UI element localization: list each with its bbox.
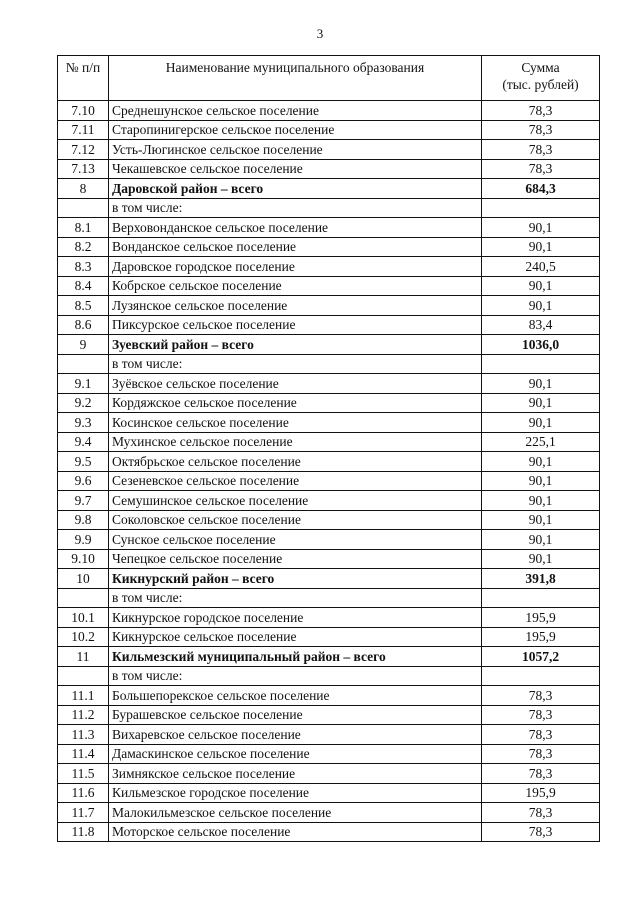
- municipality-name: Кильмезский муниципальный район – всего: [109, 647, 482, 667]
- municipality-name: Сунское сельское поселение: [109, 530, 482, 550]
- row-number: 11.6: [58, 783, 109, 803]
- table-row: [58, 686, 600, 706]
- municipality-name: Кикнурское сельское поселение: [109, 627, 482, 647]
- municipality-name: Бурашевское сельское поселение: [109, 705, 482, 725]
- row-number: 10: [58, 569, 109, 589]
- amount-value: 78,3: [482, 101, 600, 121]
- table-row: [58, 101, 600, 121]
- district-total-row: [58, 335, 600, 355]
- row-number: 11.3: [58, 725, 109, 745]
- row-number: 9.4: [58, 432, 109, 452]
- amount-value: 90,1: [482, 510, 600, 530]
- amount-value: 90,1: [482, 237, 600, 257]
- column-header-number: № п/п: [58, 56, 109, 101]
- table-row: [58, 276, 600, 296]
- row-number: 7.11: [58, 120, 109, 140]
- table-row: [58, 257, 600, 277]
- amount-value: 195,9: [482, 627, 600, 647]
- row-number: 9.5: [58, 452, 109, 472]
- amount-value: 90,1: [482, 471, 600, 491]
- row-number: [58, 354, 109, 374]
- table-row: [58, 198, 600, 218]
- table-row: [58, 413, 600, 433]
- municipality-name: Мухинское сельское поселение: [109, 432, 482, 452]
- row-number: 11.2: [58, 705, 109, 725]
- table-row: [58, 218, 600, 238]
- table-row: [58, 237, 600, 257]
- row-number: 11.7: [58, 803, 109, 823]
- table-row: [58, 549, 600, 569]
- column-header-sum-units: (тыс. рублей): [502, 77, 579, 92]
- row-number: 9.1: [58, 374, 109, 394]
- amount-value: 1036,0: [482, 335, 600, 355]
- amount-value: 90,1: [482, 413, 600, 433]
- row-number: 8: [58, 179, 109, 199]
- column-header-sum-title: Сумма: [521, 60, 560, 75]
- amount-value: 90,1: [482, 393, 600, 413]
- table-row: [58, 530, 600, 550]
- table-body: [58, 101, 600, 842]
- table-row: [58, 140, 600, 160]
- table-row: [58, 354, 600, 374]
- table-row: [58, 666, 600, 686]
- row-number: 11.8: [58, 822, 109, 842]
- amount-value: 78,3: [482, 120, 600, 140]
- amount-value: 391,8: [482, 569, 600, 589]
- municipality-name: в том числе:: [109, 588, 482, 608]
- budget-table: [57, 55, 600, 842]
- amount-value: 90,1: [482, 530, 600, 550]
- amount-value: 78,3: [482, 744, 600, 764]
- table-row: [58, 725, 600, 745]
- amount-value: [482, 354, 600, 374]
- row-number: [58, 666, 109, 686]
- municipality-name: Вонданское сельское поселение: [109, 237, 482, 257]
- row-number: 9.7: [58, 491, 109, 511]
- amount-value: 78,3: [482, 803, 600, 823]
- municipality-name: Малокильмезское сельское поселение: [109, 803, 482, 823]
- table-row: [58, 374, 600, 394]
- row-number: 11: [58, 647, 109, 667]
- amount-value: 684,3: [482, 179, 600, 199]
- row-number: 9.10: [58, 549, 109, 569]
- municipality-name: Кикнурский район – всего: [109, 569, 482, 589]
- amount-value: 90,1: [482, 276, 600, 296]
- municipality-name: Пиксурское сельское поселение: [109, 315, 482, 335]
- municipality-name: Кильмезское городское поселение: [109, 783, 482, 803]
- municipality-name: Чекашевское сельское поселение: [109, 159, 482, 179]
- amount-value: 90,1: [482, 218, 600, 238]
- district-total-row: [58, 647, 600, 667]
- municipality-name: Семушинское сельское поселение: [109, 491, 482, 511]
- row-number: 8.3: [58, 257, 109, 277]
- page-number: 3: [316, 26, 324, 41]
- table-row: [58, 608, 600, 628]
- table-row: [58, 764, 600, 784]
- table-row: [58, 315, 600, 335]
- row-number: 7.12: [58, 140, 109, 160]
- municipality-name: Дамаскинское сельское поселение: [109, 744, 482, 764]
- amount-value: 1057,2: [482, 647, 600, 667]
- municipality-name: Октябрьское сельское поселение: [109, 452, 482, 472]
- row-number: 11.4: [58, 744, 109, 764]
- table-row: [58, 783, 600, 803]
- table-row: [58, 510, 600, 530]
- amount-value: 90,1: [482, 452, 600, 472]
- amount-value: 78,3: [482, 822, 600, 842]
- row-number: 9.6: [58, 471, 109, 491]
- amount-value: 195,9: [482, 783, 600, 803]
- row-number: 9: [58, 335, 109, 355]
- table-row: [58, 393, 600, 413]
- municipality-name: Большепорекское сельское поселение: [109, 686, 482, 706]
- table-row: [58, 452, 600, 472]
- municipality-name: в том числе:: [109, 354, 482, 374]
- row-number: 9.2: [58, 393, 109, 413]
- table-row: [58, 471, 600, 491]
- amount-value: 78,3: [482, 705, 600, 725]
- municipality-name: в том числе:: [109, 198, 482, 218]
- municipality-name: Кикнурское городское поселение: [109, 608, 482, 628]
- amount-value: 90,1: [482, 296, 600, 316]
- amount-value: 83,4: [482, 315, 600, 335]
- table-header: [58, 56, 600, 101]
- district-total-row: [58, 179, 600, 199]
- row-number: 9.9: [58, 530, 109, 550]
- municipality-name: Кордяжское сельское поселение: [109, 393, 482, 413]
- row-number: 8.1: [58, 218, 109, 238]
- row-number: 10.2: [58, 627, 109, 647]
- municipality-name: Верховонданское сельское поселение: [109, 218, 482, 238]
- row-number: 10.1: [58, 608, 109, 628]
- row-number: [58, 198, 109, 218]
- column-header-sum: [482, 56, 600, 101]
- municipality-name: Соколовское сельское поселение: [109, 510, 482, 530]
- amount-value: 78,3: [482, 725, 600, 745]
- amount-value: 90,1: [482, 491, 600, 511]
- table-row: [58, 296, 600, 316]
- table-row: [58, 705, 600, 725]
- row-number: [58, 588, 109, 608]
- municipality-name: Старопинигерское сельское поселение: [109, 120, 482, 140]
- municipality-name: Зуёвское сельское поселение: [109, 374, 482, 394]
- municipality-name: Зимнякское сельское поселение: [109, 764, 482, 784]
- table-row: [58, 822, 600, 842]
- amount-value: 78,3: [482, 764, 600, 784]
- table-row: [58, 432, 600, 452]
- row-number: 7.13: [58, 159, 109, 179]
- row-number: 9.3: [58, 413, 109, 433]
- row-number: 7.10: [58, 101, 109, 121]
- municipality-name: Зуевский район – всего: [109, 335, 482, 355]
- amount-value: 195,9: [482, 608, 600, 628]
- row-number: 8.5: [58, 296, 109, 316]
- district-total-row: [58, 569, 600, 589]
- amount-value: 78,3: [482, 159, 600, 179]
- column-header-name: Наименование муниципального образования: [109, 56, 482, 101]
- row-number: 11.5: [58, 764, 109, 784]
- amount-value: [482, 588, 600, 608]
- table-row: [58, 159, 600, 179]
- municipality-name: Моторское сельское поселение: [109, 822, 482, 842]
- municipality-name: Сезеневское сельское поселение: [109, 471, 482, 491]
- amount-value: 240,5: [482, 257, 600, 277]
- amount-value: 225,1: [482, 432, 600, 452]
- row-number: 8.6: [58, 315, 109, 335]
- amount-value: [482, 666, 600, 686]
- municipality-name: Усть-Люгинское сельское поселение: [109, 140, 482, 160]
- municipality-name: Даровской район – всего: [109, 179, 482, 199]
- table-row: [58, 120, 600, 140]
- amount-value: 90,1: [482, 374, 600, 394]
- municipality-name: Вихаревское сельское поселение: [109, 725, 482, 745]
- municipality-name: Среднешунское сельское поселение: [109, 101, 482, 121]
- amount-value: 78,3: [482, 140, 600, 160]
- amount-value: 78,3: [482, 686, 600, 706]
- row-number: 8.4: [58, 276, 109, 296]
- table-row: [58, 627, 600, 647]
- row-number: 11.1: [58, 686, 109, 706]
- row-number: 9.8: [58, 510, 109, 530]
- municipality-name: Кобрское сельское поселение: [109, 276, 482, 296]
- table-row: [58, 588, 600, 608]
- table-row: [58, 803, 600, 823]
- table-row: [58, 491, 600, 511]
- municipality-name: Лузянское сельское поселение: [109, 296, 482, 316]
- row-number: 8.2: [58, 237, 109, 257]
- municipality-name: Даровское городское поселение: [109, 257, 482, 277]
- amount-value: [482, 198, 600, 218]
- municipality-name: Чепецкое сельское поселение: [109, 549, 482, 569]
- amount-value: 90,1: [482, 549, 600, 569]
- municipality-name: в том числе:: [109, 666, 482, 686]
- table-row: [58, 744, 600, 764]
- municipality-name: Косинское сельское поселение: [109, 413, 482, 433]
